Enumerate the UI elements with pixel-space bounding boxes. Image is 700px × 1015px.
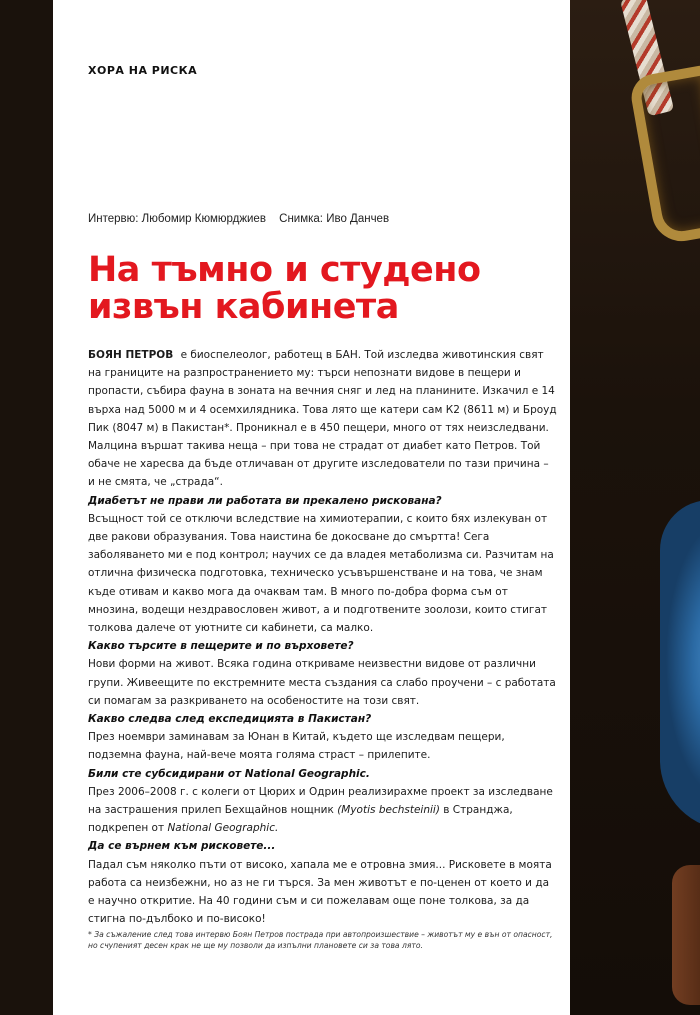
answer-3: През ноември заминавам за Юнан в Китай, където ще изследвам пещери, подземна фауна, най-вече моята голяма страст – прилепите. — [88, 731, 505, 762]
question-4 — [88, 765, 558, 783]
blue-jacket-image — [660, 500, 700, 830]
question-2: Какво търсите в пещерите и по върховете? — [88, 640, 354, 653]
answer-2: Нови форми на живот. Всяка година откриваме неизвестни видове от различни групи. Живеещите по екстремните места създания са слабо проучени – с работата си помагам за разкриването на особеностите на този свят. — [88, 658, 556, 707]
footnote: * За съжаление след това интервю Боян Петров пострада при автопроизшествие – животът му е вън от опасност, но счупеният десен крак не ще му позволи да изпълни плановете си за това лято. — [88, 929, 553, 950]
section-label: ХОРА НА РИСКА — [88, 64, 198, 77]
hand-image — [672, 865, 700, 1005]
answer-4 — [88, 783, 558, 838]
photo-credit: Снимка: Иво Данчев — [279, 213, 390, 225]
question-1: Диабетът не прави ли работата ви прекалено рискована? — [88, 494, 442, 507]
answer-1: Всъщност той се отключи вследствие на химиотерапии, с които бях излекуван от две ракови образувания. Това наистина бе докосване до смъртта! Сега заболяването ми е под контрол; научих се да владея метаболизма си. Разчитам на отлична физическа подготовка, техническо усъвършенстване и на това, че знам къде отивам и какво мога да очаквам там. В много по-добра форма съм от мнозина, водещи нездравословен живот, а и подготвените зоолози, които стигат толкова далече от уютните си кабинети, са малко. — [88, 512, 554, 635]
title-line-2: извън кабинета — [88, 287, 399, 327]
article-title — [88, 252, 558, 326]
interview-credit: Интервю: Любомир Кюмюрджиев — [88, 213, 266, 225]
answer-4-latin: (Myotis bechsteinii) — [337, 804, 440, 817]
lead-text: е биоспелеолог, работещ в БАН. Той изследва животинския свят на границите на разпространението му: търси непознати видове в пещери и пропасти, събира фауна в зоната на вечния сняг и лед на планините. Изкачил е 14 върха над 5000 м и 4 осемхилядника. Това лято ще катери сам К2 (8611 м) и Броуд Пик (8047 м) в Пакистан*. Проникнал е в 450 пещери, много от тях неизследвани. Малцина вършат такива неща – при това не страдат от диабет като Петров. Той обаче не харесва да бъде отличаван от другите изследователи по тази причина – и не смята, че „страда“. — [88, 349, 557, 489]
answer-4-part-2: в Странджа, подкрепен от — [88, 804, 513, 835]
lead-name: БОЯН ПЕТРОВ — [88, 349, 174, 361]
lead-paragraph — [88, 346, 558, 492]
question-3: Какво следва след експедицията в Пакистан? — [88, 713, 372, 726]
question-4-brand: National Geographic. — [244, 767, 370, 780]
question-4-prefix: Били сте субсидирани от — [88, 767, 242, 780]
title-line-1: На тъмно и студено — [88, 250, 481, 290]
answer-4-part-1: През 2006–2008 г. с колеги от Цюрих и Одрин реализирахме проект за изследване на застрашения прилеп Бехщайнов нощник — [88, 785, 553, 817]
answer-5: Падал съм няколко пъти от високо, хапала ме е отровна змия... Рисковете в моята работа са неизбежни, но аз не ги търся. За мен животът е по-ценен от което и да е научно откритие. На 40 години съм и си пожелавам още поне толкова, за да стигна по-дълбоко и по-високо! — [88, 858, 552, 926]
question-5: Да се върнем към рисковете... — [88, 840, 276, 853]
article-body — [88, 346, 558, 951]
credits-line — [88, 213, 399, 225]
answer-4-brand: National Geographic. — [167, 822, 279, 835]
